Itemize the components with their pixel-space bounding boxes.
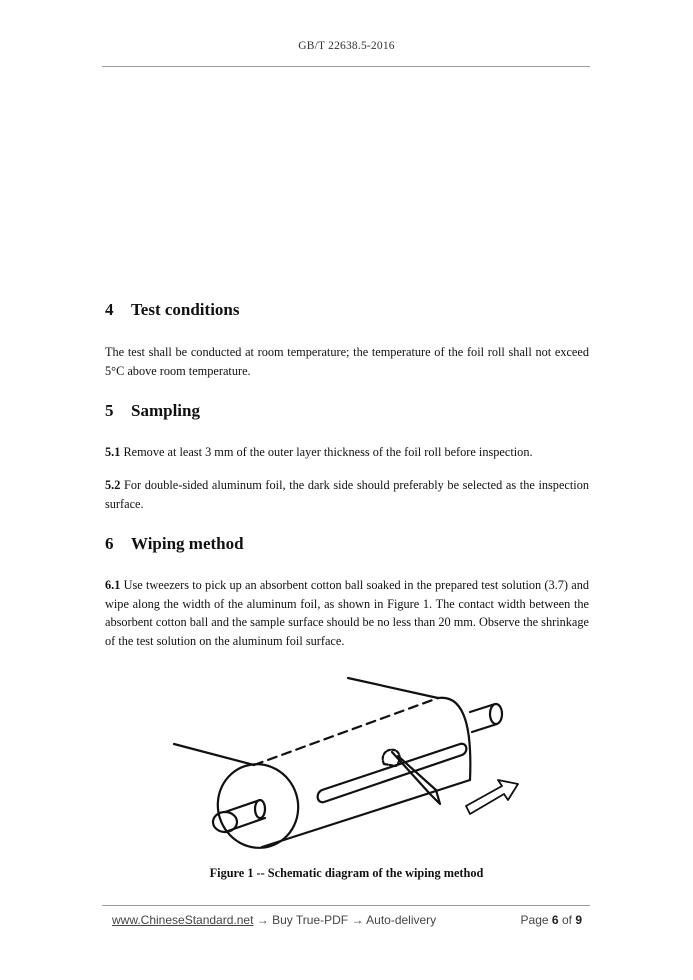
- roll-right-end: [438, 698, 470, 780]
- section-6-title: Wiping method: [131, 534, 244, 553]
- section-4-para-text: The test shall be conducted at room temperature; the temperature of the foil roll shall not exceed 5°C above room temperature.: [105, 345, 589, 378]
- page-current: 6: [551, 913, 559, 927]
- page-indicator: [521, 913, 582, 927]
- section-6-heading: [105, 534, 244, 554]
- section-6-number: 6: [105, 534, 114, 553]
- foil-sheet-top: [348, 678, 438, 698]
- section-5-heading: [105, 401, 200, 421]
- clause-5-2: [105, 476, 589, 513]
- wiping-method-diagram: [170, 672, 530, 852]
- header-standard-number: GB/T 22638.5-2016: [298, 40, 395, 52]
- right-axle-end: [490, 704, 502, 724]
- direction-arrow: [466, 780, 518, 814]
- clause-6-1-text: Use tweezers to pick up an absorbent cotton ball soaked in the prepared test solution (3.7) and wipe along the width of the aluminum foil, as shown in Figure 1. The contact width between the absorbent cotton ball and the sample surface should be no less than 20 mm. Observe the shrinkage of the test solution on the aluminum foil surface.: [105, 578, 589, 648]
- clause-5-1-text: Remove at least 3 mm of the outer layer thickness of the foil roll before inspection.: [123, 445, 533, 459]
- left-axle: [225, 800, 265, 832]
- section-4-title: Test conditions: [131, 300, 240, 319]
- section-5-number: 5: [105, 401, 114, 420]
- buy-link-text: → Buy True-PDF: [256, 913, 349, 927]
- page-word: Page: [520, 913, 549, 927]
- foil-sheet-edge: [174, 744, 254, 765]
- section-4-paragraph: [105, 343, 589, 380]
- site-link[interactable]: www.ChineseStandard.net: [112, 913, 254, 927]
- clause-6-1-label: 6.1: [105, 578, 121, 592]
- roll-top-edge: [254, 698, 438, 765]
- clause-6-1: [105, 576, 589, 650]
- footer-links: [112, 913, 436, 927]
- clause-5-1: [105, 443, 589, 462]
- page-total: 9: [575, 913, 582, 927]
- right-axle: [470, 704, 497, 732]
- roll-bottom-edge: [262, 780, 470, 847]
- clause-5-2-label: 5.2: [105, 478, 121, 492]
- clause-5-1-label: 5.1: [105, 445, 121, 459]
- section-4-heading: [105, 300, 239, 320]
- footer: [112, 913, 582, 929]
- footer-divider: [102, 905, 590, 906]
- figure-1-caption: Figure 1 -- Schematic diagram of the wiping method: [209, 866, 484, 880]
- figure-1: [170, 672, 530, 852]
- section-5-title: Sampling: [131, 401, 200, 420]
- section-4-number: 4: [105, 300, 114, 319]
- page-of: of: [561, 913, 572, 927]
- header-divider: [102, 66, 590, 67]
- left-axle-cap: [255, 800, 265, 818]
- clause-5-2-text: For double-sided aluminum foil, the dark side should preferably be selected as the inspection surface.: [105, 478, 589, 511]
- delivery-text: → Auto-delivery: [351, 913, 437, 927]
